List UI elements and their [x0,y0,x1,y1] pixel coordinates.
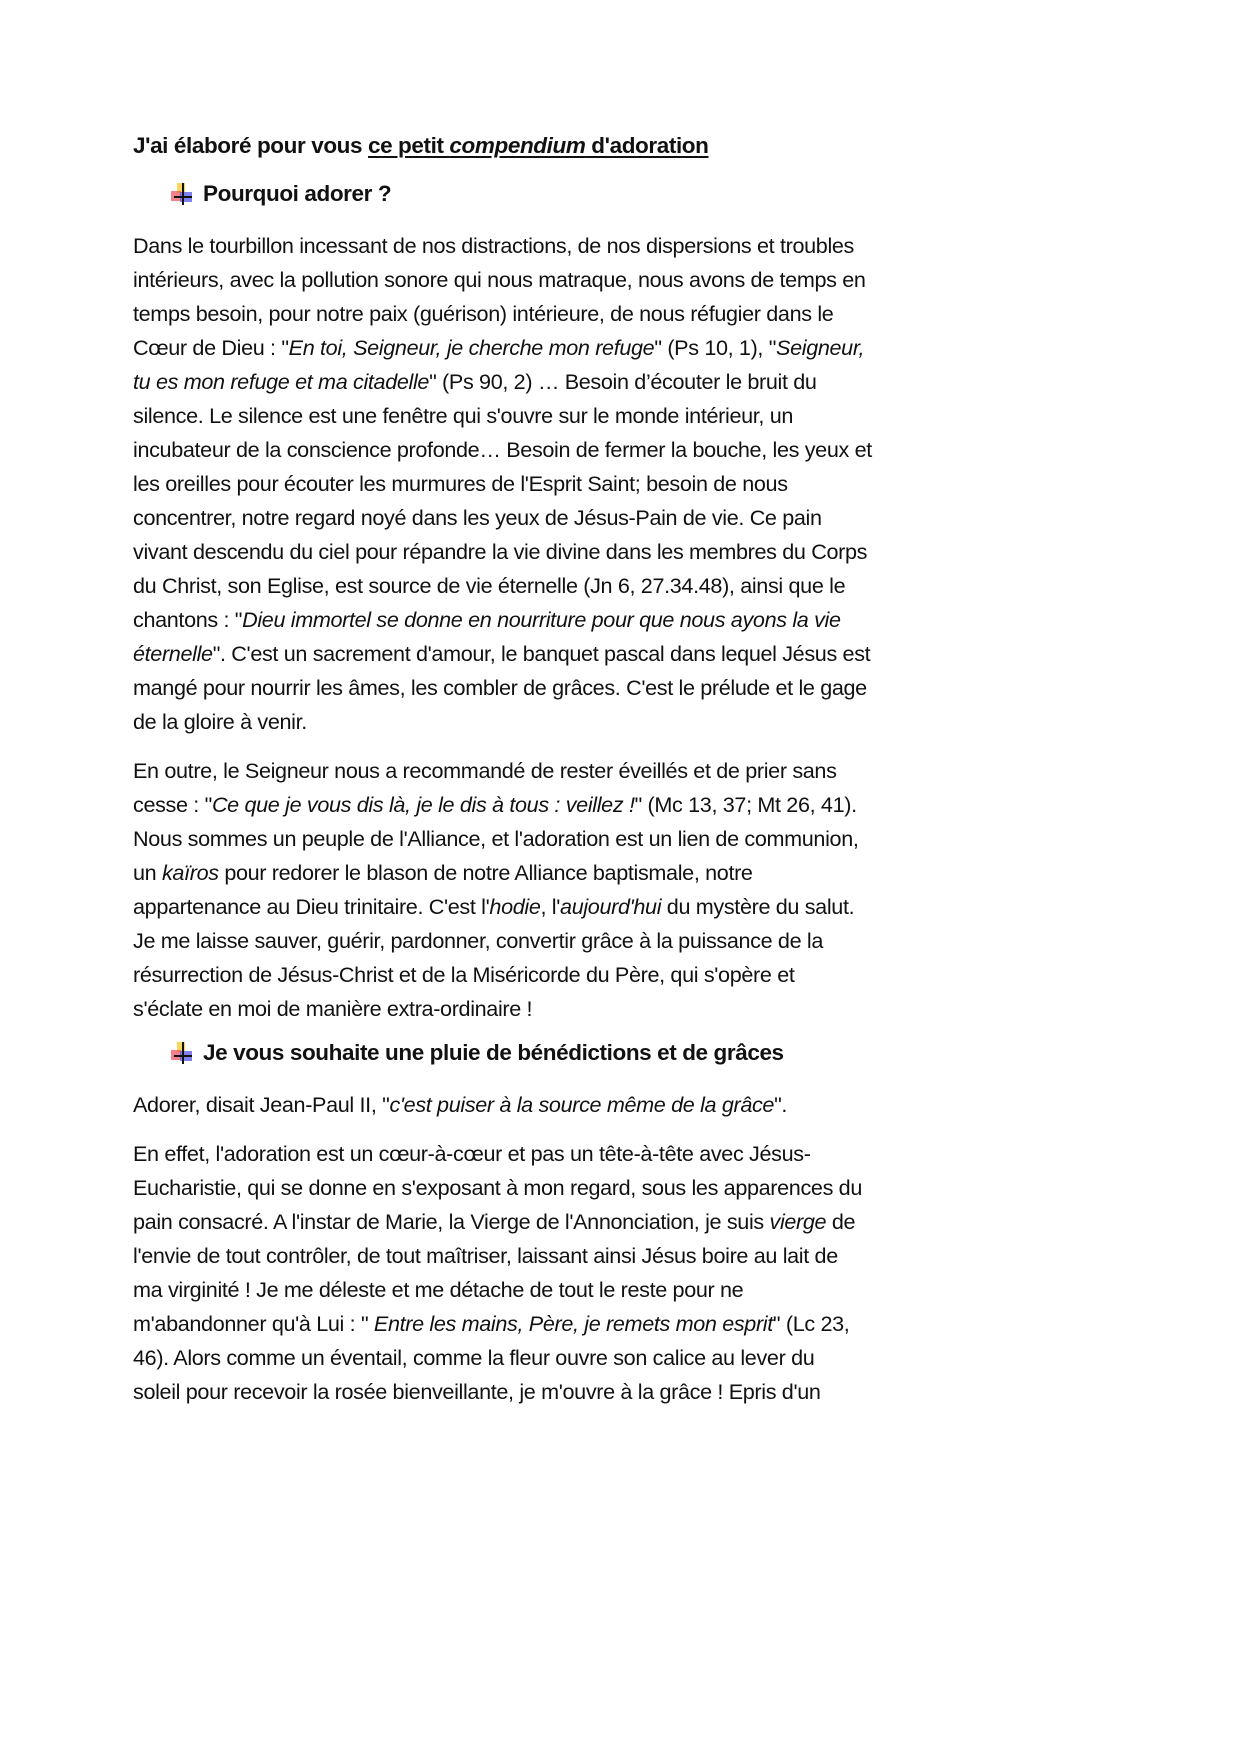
text-line: concentrer, notre regard noyé dans les yeux de Jésus-Pain de vie. Ce pain [133,505,822,530]
text-line: cesse : "Ce que je vous dis là, je le dis à tous : veillez !" (Mc 13, 37; Mt 26, 41). [133,792,857,817]
title-prefix: J'ai élaboré pour vous [133,133,368,158]
cross-bullet-icon [171,183,193,205]
quote-italic: Seigneur, [776,335,865,360]
paragraph-2 [133,754,1013,1026]
text-line: tu es mon refuge et ma citadelle" (Ps 90, 2) … Besoin d’écouter le bruit du [133,369,817,394]
text-line: Je me laisse sauver, guérir, pardonner, convertir grâce à la puissance de la [133,928,823,953]
text-line: les oreilles pour écouter les murmures de l'Esprit Saint; besoin de nous [133,471,788,496]
quote-italic: Entre les mains, Père, je remets mon esprit [373,1311,773,1336]
section-heading-text: Pourquoi adorer ? [203,181,392,206]
text-line: résurrection de Jésus-Christ et de la Miséricorde du Père, qui s'opère et [133,962,795,987]
text-line: pain consacré. A l'instar de Marie, la Vierge de l'Annonciation, je suis vierge de [133,1209,856,1234]
text-line: incubateur de la conscience profonde… Besoin de fermer la bouche, les yeux et [133,437,872,462]
italic-word: kaïros [161,860,219,885]
title-underlined: ce petit compendium d'adoration [367,133,709,158]
text-line: Adorer, disait Jean-Paul II, "c'est puiser à la source même de la grâce". [133,1092,788,1117]
quote-italic: Ce que je vous dis là, je le dis à tous : veillez ! [211,792,635,817]
title-italic-word: compendium [449,133,586,158]
paragraph-1 [133,229,1013,739]
text-line: un kaïros pour redorer le blason de notre Alliance baptismale, notre [133,860,753,885]
text-line: 46). Alors comme un éventail, comme la fleur ouvre son calice au lever du [133,1345,815,1370]
text-line: Dans le tourbillon incessant de nos distractions, de nos dispersions et troubles [133,233,855,258]
text-line: chantons : "Dieu immortel se donne en nourriture pour que nous ayons la vie [133,607,841,632]
text-line: vivant descendu du ciel pour répandre la vie divine dans les membres du Corps [133,539,868,564]
paragraph-3 [133,1088,1013,1122]
quote-italic: En toi, Seigneur, je cherche mon refuge [288,335,655,360]
text-line: silence. Le silence est une fenêtre qui s'ouvre sur le monde intérieur, un [133,403,794,428]
section-heading-pourquoi-adorer [171,181,391,207]
text-line: de la gloire à venir. [133,709,307,734]
section-heading-text: Je vous souhaite une pluie de bénédictions et de grâces [203,1040,784,1065]
text-line: appartenance au Dieu trinitaire. C'est l'hodie, l'aujourd'hui du mystère du salut. [133,894,855,919]
text-line: l'envie de tout contrôler, de tout maîtriser, laissant ainsi Jésus boire au lait de [133,1243,838,1268]
quote-italic: Dieu immortel se donne en nourriture pour que nous ayons la vie [242,607,841,632]
paragraph-4 [133,1137,1013,1409]
text-line: temps besoin, pour notre paix (guérison) intérieure, de nous réfugier dans le [133,301,834,326]
text-line: intérieurs, avec la pollution sonore qui nous matraque, nous avons de temps en [133,267,866,292]
text-line: du Christ, son Eglise, est source de vie éternelle (Jn 6, 27.34.48), ainsi que le [133,573,846,598]
quote-italic: c'est puiser à la source même de la grâce [389,1092,775,1117]
text-line: En effet, l'adoration est un cœur-à-cœur et pas un tête-à-tête avec Jésus- [133,1141,811,1166]
document-title [133,133,709,159]
cross-bullet-icon [171,1042,193,1064]
text-line: Cœur de Dieu : "En toi, Seigneur, je cherche mon refuge" (Ps 10, 1), "Seigneur, [133,335,865,360]
text-line: mangé pour nourrir les âmes, les combler de grâces. C'est le prélude et le gage [133,675,867,700]
italic-word: hodie [489,894,541,919]
text-line: ma virginité ! Je me déleste et me détache de tout le reste pour ne [133,1277,744,1302]
text-line: éternelle". C'est un sacrement d'amour, le banquet pascal dans lequel Jésus est [133,641,871,666]
text-line: m'abandonner qu'à Lui : " Entre les mains, Père, je remets mon esprit" (Lc 23, [133,1311,850,1336]
quote-italic: tu es mon refuge et ma citadelle [133,369,430,394]
italic-word: aujourd'hui [560,894,662,919]
text-line: soleil pour recevoir la rosée bienveillante, je m'ouvre à la grâce ! Epris d'un [133,1379,821,1404]
text-line: Eucharistie, qui se donne en s'exposant à mon regard, sous les apparences du [133,1175,862,1200]
text-line: Nous sommes un peuple de l'Alliance, et l'adoration est un lien de communion, [133,826,859,851]
text-line: s'éclate en moi de manière extra-ordinaire ! [133,996,533,1021]
section-heading-benedictions [171,1040,784,1066]
quote-italic: éternelle [133,641,213,666]
text-line: En outre, le Seigneur nous a recommandé de rester éveillés et de prier sans [133,758,837,783]
italic-word: vierge [769,1209,827,1234]
